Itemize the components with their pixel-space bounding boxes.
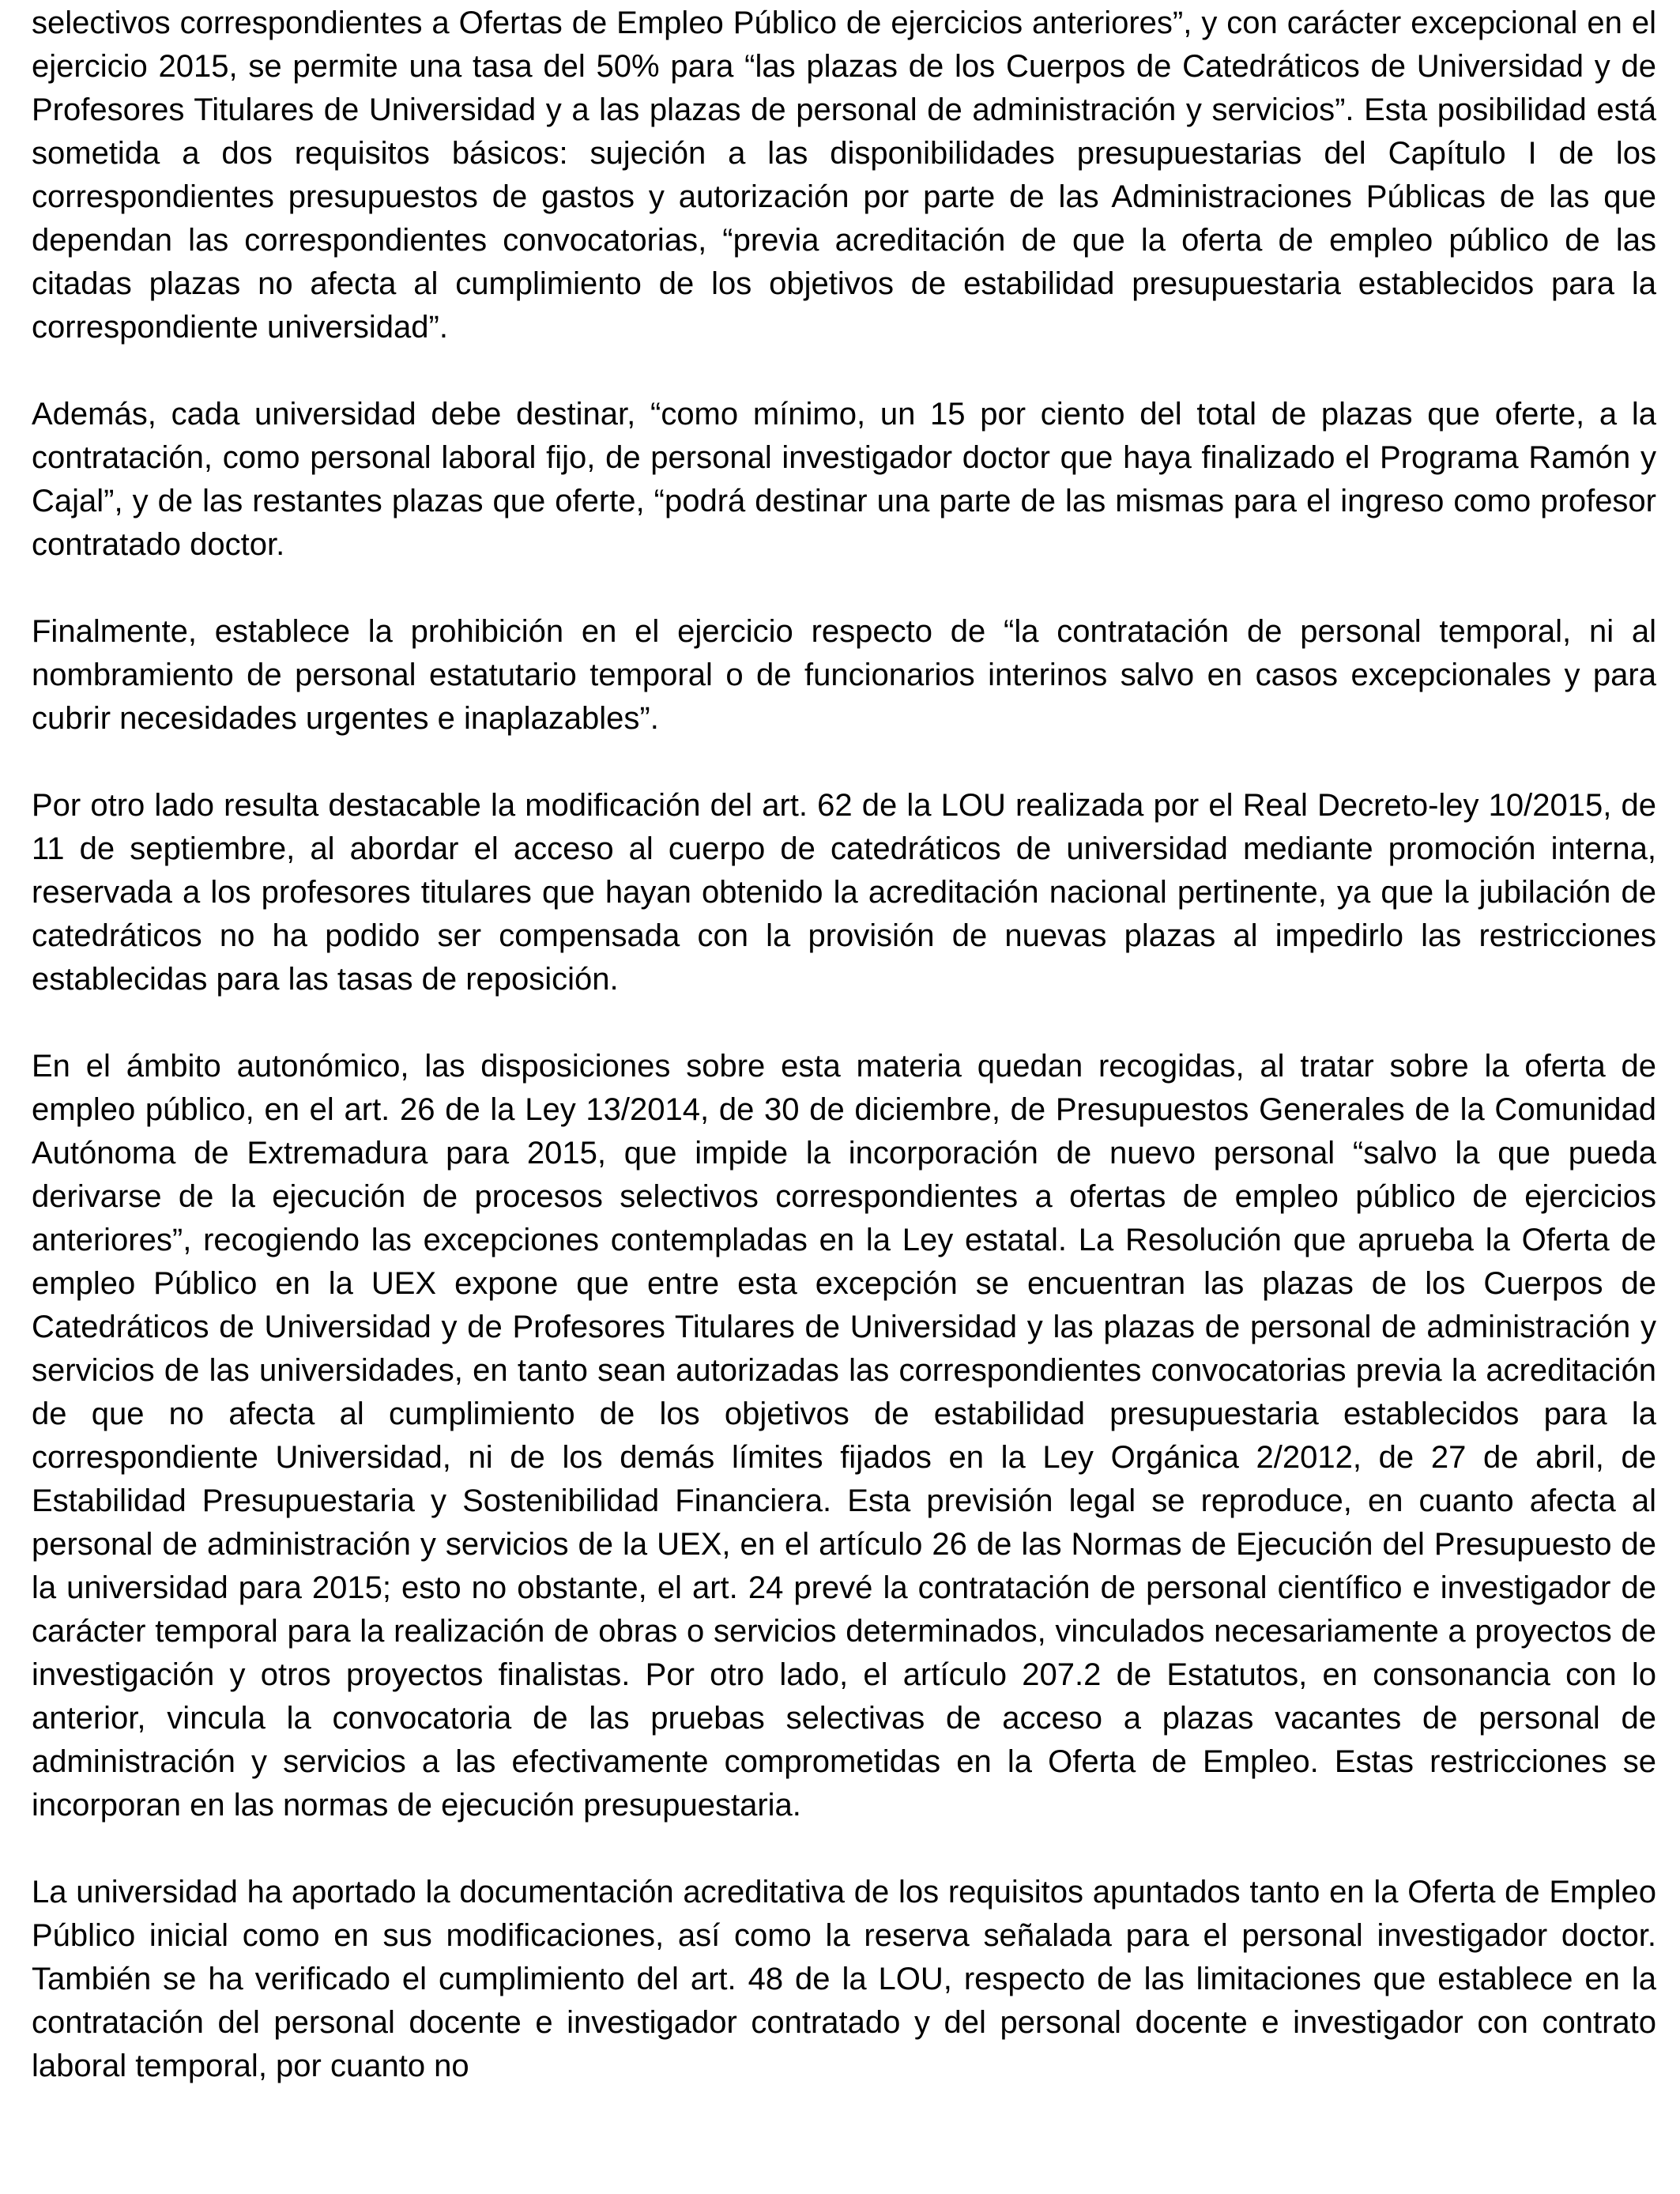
- paragraph-6: La universidad ha aportado la documentación acreditativa de los requisitos apuntados tanto en la Oferta de Empleo Público inicial como en sus modificaciones, así como la reserva señalada para el personal investigador doctor. También se ha verificado el cumplimiento del art. 48 de la LOU, respecto de las limitaciones que establece en la contratación del personal docente e investigador contratado y del personal docente e investigador con contrato laboral temporal, por cuanto no: [32, 1875, 1656, 2083]
- paragraph-1: selectivos correspondientes a Ofertas de Empleo Público de ejercicios anteriores”, y con carácter excepcional en el ejercicio 2015, se permite una tasa del 50% para “las plazas de los Cuerpos de Catedráticos de Universidad y de Profesores Titulares de Universidad y a las plazas de personal de administración y servicios”. Esta posibilidad está sometida a dos requisitos básicos: sujeción a las disponibilidades presupuestarias del Capítulo I de los correspondientes presupuestos de gastos y autorización por parte de las Administraciones Públicas de las que dependan las correspondientes convocatorias, “previa acreditación de que la oferta de empleo público de las citadas plazas no afecta al cumplimiento de los objetivos de estabilidad presupuestaria establecidos para la correspondiente universidad”.: [32, 6, 1656, 345]
- paragraph-5: En el ámbito autonómico, las disposiciones sobre esta materia quedan recogidas, al tratar sobre la oferta de empleo público, en el art. 26 de la Ley 13/2014, de 30 de diciembre, de Presupuestos Generales de la Comunidad Autónoma de Extremadura para 2015, que impide la incorporación de nuevo personal “salvo la que pueda derivarse de la ejecución de procesos selectivos correspondientes a ofertas de empleo público de ejercicios anteriores”, recogiendo las excepciones contempladas en la Ley estatal. La Resolución que aprueba la Oferta de empleo Público en la UEX expone que entre esta excepción se encuentran las plazas de los Cuerpos de Catedráticos de Universidad y de Profesores Titulares de Universidad y las plazas de personal de administración y servicios de las universidades, en tanto sean autorizadas las correspondientes convocatorias previa la acreditación de que no afecta al cumplimiento de los objetivos de estabilidad presupuestaria establecidos para la correspondiente Universidad, ni de los demás límites fijados en la Ley Orgánica 2/2012, de 27 de abril, de Estabilidad Presupuestaria y Sostenibilidad Financiera. Esta previsión legal se reproduce, en cuanto afecta al personal de administración y servicios de la UEX, en el artículo 26 de las Normas de Ejecución del Presupuesto de la universidad para 2015; esto no obstante, el art. 24 prevé la contratación de personal científico e investigador de carácter temporal para la realización de obras o servicios determinados, vinculados necesariamente a proyectos de investigación y otros proyectos finalistas. Por otro lado, el artículo 207.2 de Estatutos, en consonancia con lo anterior, vincula la convocatoria de las pruebas selectivas de acceso a plazas vacantes de personal de administración y servicios a las efectivamente comprometidas en la Oferta de Empleo. Estas restricciones se incorporan en las normas de ejecución presupuestaria.: [32, 1049, 1656, 1823]
- paragraph-2: Además, cada universidad debe destinar, “como mínimo, un 15 por ciento del total de plazas que oferte, a la contratación, como personal laboral fijo, de personal investigador doctor que haya finalizado el Programa Ramón y Cajal”, y de las restantes plazas que oferte, “podrá destinar una parte de las mismas para el ingreso como profesor contratado doctor.: [32, 397, 1656, 562]
- paragraph-3: Finalmente, establece la prohibición en el ejercicio respecto de “la contratación de personal temporal, ni al nombramiento de personal estatutario temporal o de funcionarios interinos salvo en casos excepcionales y para cubrir necesidades urgentes e inaplazables”.: [32, 614, 1656, 736]
- paragraph-4: Por otro lado resulta destacable la modificación del art. 62 de la LOU realizada por el Real Decreto-ley 10/2015, de 11 de septiembre, al abordar el acceso al cuerpo de catedráticos de universidad mediante promoción interna, reservada a los profesores titulares que hayan obtenido la acreditación nacional pertinente, ya que la jubilación de catedráticos no ha podido ser compensada con la provisión de nuevas plazas al impedirlo las restricciones establecidas para las tasas de reposición.: [32, 788, 1656, 997]
- document-page: [32, 0, 1656, 2194]
